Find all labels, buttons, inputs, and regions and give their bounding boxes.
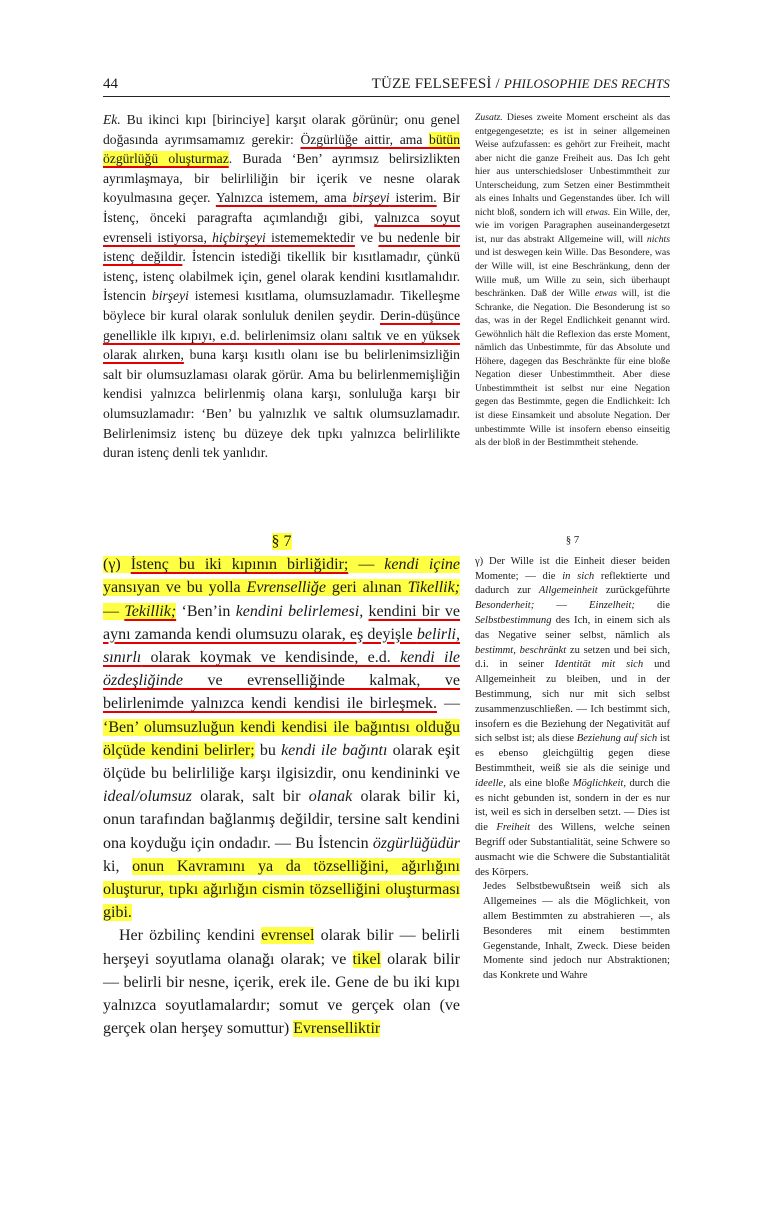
text-run: istemesi kısıtlama, olumsuzlamadır. Tikelleşme böylece bir kural olarak sonluluk denilen şeydir. (103, 288, 460, 323)
text-run: zurückgeführte (597, 585, 670, 597)
running-title (372, 76, 670, 93)
section-7-german (475, 534, 670, 984)
text-run: Ek. (103, 112, 121, 127)
text-run: und Allgemeinheit zu bleiben, und in der Bestimmung, sich nur mit sich selbst zusammenzuschließen. — Ich bestimmt sich, insofern es die Beziehung der Negativität auf sich selbst ist; als diese (475, 659, 670, 745)
addition-turkish (103, 110, 460, 463)
text-run: Einzelheit; (589, 600, 635, 612)
text-run: ‘Ben’in (176, 602, 236, 620)
underlined-text: Derin-düşünce genellikle ilk kıpıyı, e.d. belirlenimsiz olanı saltık ve en yüksek olarak alırken, (103, 307, 460, 363)
highlighted-text: geri alınan (325, 579, 408, 597)
highlighted-text: Tekillik; (124, 602, 177, 620)
text-run: Allgemeinheit (538, 585, 598, 597)
underlined-text: kendini bir ve aynı zamanda kendi olumsuzu olarak, eş deyişle (103, 602, 461, 643)
text-run: Selbstbestimmung (475, 614, 552, 626)
text-run: olanak (308, 788, 353, 806)
text-run: birşeyi (151, 288, 189, 304)
section-number-german: § 7 (565, 535, 580, 546)
underlined-text: birşeyi (352, 190, 390, 206)
addition-german (475, 111, 670, 450)
page-number: 44 (103, 76, 118, 92)
highlighted-text: yansıyan ve bu yolla (103, 579, 247, 597)
underlined-text: Yalnızca istemem, ama (215, 190, 353, 206)
text-run: . Burada ‘Ben’ ayrımsız belirsizlikten ayrımlaşmaya, bir belirliliğin bir içerik ve nesne olarak koyulmasına geçer. (103, 151, 461, 206)
text-run: Her özbilinç kendini (119, 927, 262, 945)
text-run: des Ich, in einem sich als das Negative seiner selbst, nämlich als (475, 614, 670, 641)
para-7-german-note (475, 880, 670, 984)
text-run: buna karşı kısıtlı olanı ise bu belirlenimsizliğin salt bir olumsuzlaması olarak görür. Ama bu belirlenmemişliğin kendisi yalnızca belirlenmiş olana karşı, sonluluğa karşı bir olumsuzlamadır: ‘Ben’ bu yalnızlık ve saltık olumsuzlamadır. Belirlenimsiz istenç bu düzeye dek tıpkı yalnızca belirlilikte duran istenç denli tek yanlıdır. (103, 347, 460, 461)
para-7-german (475, 555, 670, 881)
text-run: Dieses zweite Moment erscheint als das entgegengesetzte; es ist in seiner allgemeinen Weise aufzufassen: es gehört zur Freiheit, macht aber nicht die ganze Freiheit aus. Das Ich geht hier aus unterschiedsloser Unbestimmtheit zur Unterscheidung, zum Setzen einer Bestimmtheit als eines Inhalts und Gegenstandes über. Ich will nicht bloß, sondern ich will (475, 112, 670, 218)
text-run: — (437, 695, 460, 713)
text-run: ideal/olumsuz (103, 788, 192, 806)
text-run: reflektierte und dadurch zur (475, 570, 670, 597)
running-title-turkish: TÜZE FELSEFESİ / (371, 76, 504, 92)
para-7-turkish (103, 553, 460, 924)
text-run: Freiheit (496, 822, 531, 834)
highlighted-text: onun Kavramını ya da tözselliğini, ağırlığını oluşturur, tıpkı ağırlığın cismin tözselliğini oluşturması gibi. (103, 857, 460, 922)
text-run: olarak bilir — belirli bir nesne, içerik, erek ile. Gene de bu iki kıpı yalnızca soyutlamalardır; somut ve gerçek olan (ve gerçek olan herşey somuttur) (103, 950, 461, 1038)
text-run: kendini belirlemesi, (235, 602, 364, 620)
underlined-text: hiçbirşeyi (212, 229, 266, 245)
underlined-text: istememektedir (265, 229, 355, 245)
text-run: etwas (594, 288, 617, 300)
text-run: γ) Der Wille ist die Einheit dieser beiden Momente; — die (475, 555, 670, 582)
highlighted-text: Tikellik; (407, 579, 461, 597)
highlighted-text: Evrenselliktir (293, 1020, 381, 1038)
text-run: die (634, 600, 671, 612)
text-run: olarak bilir — belirli herşeyi soyutlama olanağı olarak; ve (103, 927, 460, 968)
highlighted-text: ‘Ben’ olumsuzluğun kendi kendisi ile bağıntısı olduğu ölçüde kendini belirler; (103, 718, 460, 759)
highlighted-text: — (348, 556, 385, 574)
text-run: bestimmt, beschränkt (475, 644, 567, 656)
highlighted-text: — (103, 602, 125, 620)
text-run: . İstencin istediği tikellik bir kısıtlamadır, çünkü istenç, istenç olabilmek için, genel olarak kendini kısıtlamalıdır. İstencin (103, 249, 461, 304)
text-run: zu setzen und bei sich, d.i. in seiner (475, 644, 670, 671)
text-run: Bu ikinci kıpı [birinciye] karşıt olarak görünür; onu genel doğasında ayrımsamamız gerekir: (103, 112, 460, 147)
section-7-turkish (103, 530, 460, 1040)
text-run: olarak eşit ölçüde bu belirliliğe karşı ilgisizdir, onu kendininki ve (103, 741, 460, 783)
text-run: in sich (562, 570, 595, 582)
section-number-turkish (103, 530, 460, 553)
text-run: özgürlüğüdür (372, 834, 460, 852)
running-header (103, 76, 670, 97)
text-run: Möglichkeit, (572, 777, 626, 789)
underlined-text: belirli, sınırlı (103, 625, 460, 667)
text-run: ve (354, 229, 379, 245)
underlined-text: ve evrenselliğinde kalmak, ve belirlenimde yalnızca kendi kendisi ile birleşmek. (103, 672, 460, 713)
highlighted-text: kendi içine (384, 556, 460, 574)
text-run: will, ist die Schranke, die Negation. Die Besonderung ist so das, was in der Regel Endlichkeit genannt wird. Gewöhnlich hält die Reflexion das erste Moment, nämlich das Unbestimmte, für das Absolute und Höhere, dagegen das Beschränkte für eine bloße Negation dieser Unbestimmtheit. Aber diese Unbestimmtheit ist selbst nur eine Negation gegen das Bestimmte, gegen die Endlichkeit: Ich ist diese Einsamkeit und absolute Negation. Der unbestimmte Wille ist insofern ebenso einseitig als der bloß in der Bestimmtheit stehende. (475, 288, 670, 449)
text-run: olarak, salt bir (191, 788, 309, 806)
text-run: Identität mit sich (554, 659, 644, 671)
text-run: — (534, 600, 590, 612)
text-run: und ist deswegen kein Wille. Das Besondere, was der Wille will, ist eine Beschränkung, denn der Wille muß, um Wille zu sein, sich überhaupt beschränken. Daß der Wille (475, 247, 670, 300)
text-run: des Willens, welche seinen Begriff oder Substantialität, seine Schwere so ausmacht wie die Schwere die Substantialität des Körpers. (475, 822, 670, 878)
underlined-text: kendi ile özdeşliğinde (103, 649, 460, 690)
text-run: Ein Wille, der, wie im vorigen Paragraphen auseinandergesetzt ist, nur das abstrakt Allgemeine will, will (475, 206, 670, 245)
text-run: etwas. (585, 206, 611, 218)
text-run: ist es ebenso gleichgültig gegen diese Bestimmtheit, weiß sie als die seinige und (475, 733, 670, 774)
text-run: Bir İstenç, önceki paragrafta açımlandığı gibi, (103, 190, 460, 225)
highlighted-text: tikel (352, 950, 381, 968)
text-run: bu (254, 741, 282, 759)
text-run: ideelle, (475, 777, 506, 789)
underlined-text: Özgürlüğe aittir, ama (300, 131, 430, 147)
underlined-text: olarak koymak ve kendisinde, e.d. (141, 649, 401, 667)
highlighted-text: (γ) (103, 556, 131, 574)
running-title-german: PHILOSOPHIE DES RECHTS (503, 76, 670, 91)
text-run: ki, (103, 857, 133, 875)
underlined-text: isterim. (389, 190, 437, 206)
underlined-text: yalnızca soyut evrenseli istiyorsa, (103, 209, 461, 245)
text-run: kendi ile bağıntı (281, 741, 388, 759)
para-7-turkish-note (103, 924, 460, 1040)
underlined-text: bu nedenle bir istenç değildir (103, 229, 460, 265)
text-run: olarak bilir ki, onun tarafından bağlanmış değildir, tersine salt kendini ona koyduğu için ondadır. — Bu İstencin (103, 788, 460, 852)
text-run: Beziehung auf sich (576, 733, 658, 745)
highlighted-text: İstenç bu iki kıpının birliğidir; (130, 556, 349, 574)
section-number-turkish-text: § 7 (271, 533, 292, 550)
text-run: Besonderheit; (475, 600, 535, 612)
text-run: Jedes Selbstbewußtsein weiß sich als Allgemeines — als die Möglichkeit, von allem Bestimmten zu abstrahieren —, als Besonderes mit einem bestimmten Gegenstande, Inhalt, Zweck. Diese beiden Momente sind jedoch nur Abstraktionen; das Konkrete und Wahre (483, 881, 670, 982)
highlighted-text: Evrenselliğe (246, 579, 326, 597)
highlighted-text: bütün özgürlüğü oluşturmaz (103, 131, 460, 167)
text-run: durch die es nicht gebunden ist, sondern in der es nur ist, weil es sich in derselben setzt. — Dies ist die (475, 777, 670, 834)
highlighted-text: evrensel (261, 927, 315, 945)
text-run: Zusatz. (475, 112, 503, 123)
text-run: nichts (646, 233, 670, 245)
text-run: als eine bloße (505, 777, 573, 789)
